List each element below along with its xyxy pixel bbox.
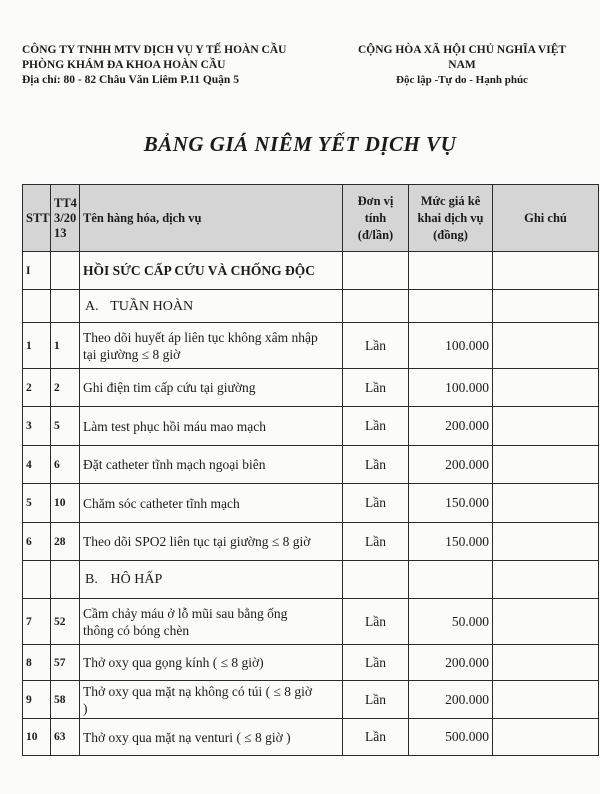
company-name: CÔNG TY TNHH MTV DỊCH VỤ Y TẾ HOÀN CẦU [22, 44, 287, 56]
page-title: BẢNG GIÁ NIÊM YẾT DỊCH VỤ [143, 132, 457, 156]
table-row: 9 58 Thở oxy qua mặt nạ không có túi ( ≤ 8 giờ ) Lần 200.000 [23, 681, 599, 719]
col-name: Tên hàng hóa, dịch vụ [80, 185, 343, 252]
subsection-name: B. HÔ HẤP [80, 561, 343, 599]
nation-motto: Độc lập -Tự do - Hạnh phúc [396, 74, 528, 86]
table-row: 3 5 Làm test phục hồi máu mao mạch Lần 200.000 [23, 407, 599, 446]
table-row: 10 63 Thở oxy qua mặt nạ venturi ( ≤ 8 giờ ) Lần 500.000 [23, 719, 599, 756]
nation-header [343, 43, 581, 88]
clinic-name: PHÒNG KHÁM ĐA KHOA HOÀN CẦU [22, 59, 226, 71]
nation-name: CỘNG HÒA XÃ HỘI CHỦ NGHĨA VIỆT NAM [357, 44, 567, 71]
table-row: 2 2 Ghi điện tim cấp cứu tại giường Lần 100.000 [23, 369, 599, 407]
col-unit: Đơn vị tính (đ/lần) [343, 185, 409, 252]
company-header [22, 43, 286, 88]
section-number: I [23, 252, 51, 290]
col-price: Mức giá kê khai dịch vụ (đồng) [409, 185, 493, 252]
table-header-row [23, 185, 599, 252]
table-row: 6 28 Theo dõi SPO2 liên tục tại giường ≤ 8 giờ Lần 150.000 [23, 523, 599, 561]
subsection-name: A. TUẦN HOÀN [80, 290, 343, 323]
col-tt: TT4 3/20 13 [51, 185, 80, 252]
subsection-row-b [23, 561, 599, 599]
subsection-row-a [23, 290, 599, 323]
col-stt: STT [23, 185, 51, 252]
section-name: HỒI SỨC CẤP CỨU VÀ CHỐNG ĐỘC [80, 252, 343, 290]
table-row: 4 6 Đặt catheter tĩnh mạch ngoại biên Lần 200.000 [23, 446, 599, 484]
table-row: 1 1 Theo dõi huyết áp liên tục không xâm nhập tại giường ≤ 8 giờ Lần 100.000 [23, 323, 599, 369]
table-row: 7 52 Cầm chảy máu ở lỗ mũi sau bằng ống thông có bóng chèn Lần 50.000 [23, 599, 599, 645]
table-row: 8 57 Thở oxy qua gọng kính ( ≤ 8 giờ) Lần 200.000 [23, 645, 599, 681]
price-table [22, 184, 599, 756]
company-address: Địa chỉ: 80 - 82 Châu Văn Liêm P.11 Quận 5 [22, 74, 239, 86]
section-row [23, 252, 599, 290]
table-row: 5 10 Chăm sóc catheter tĩnh mạch Lần 150.000 [23, 484, 599, 523]
col-note: Ghi chú [493, 185, 599, 252]
